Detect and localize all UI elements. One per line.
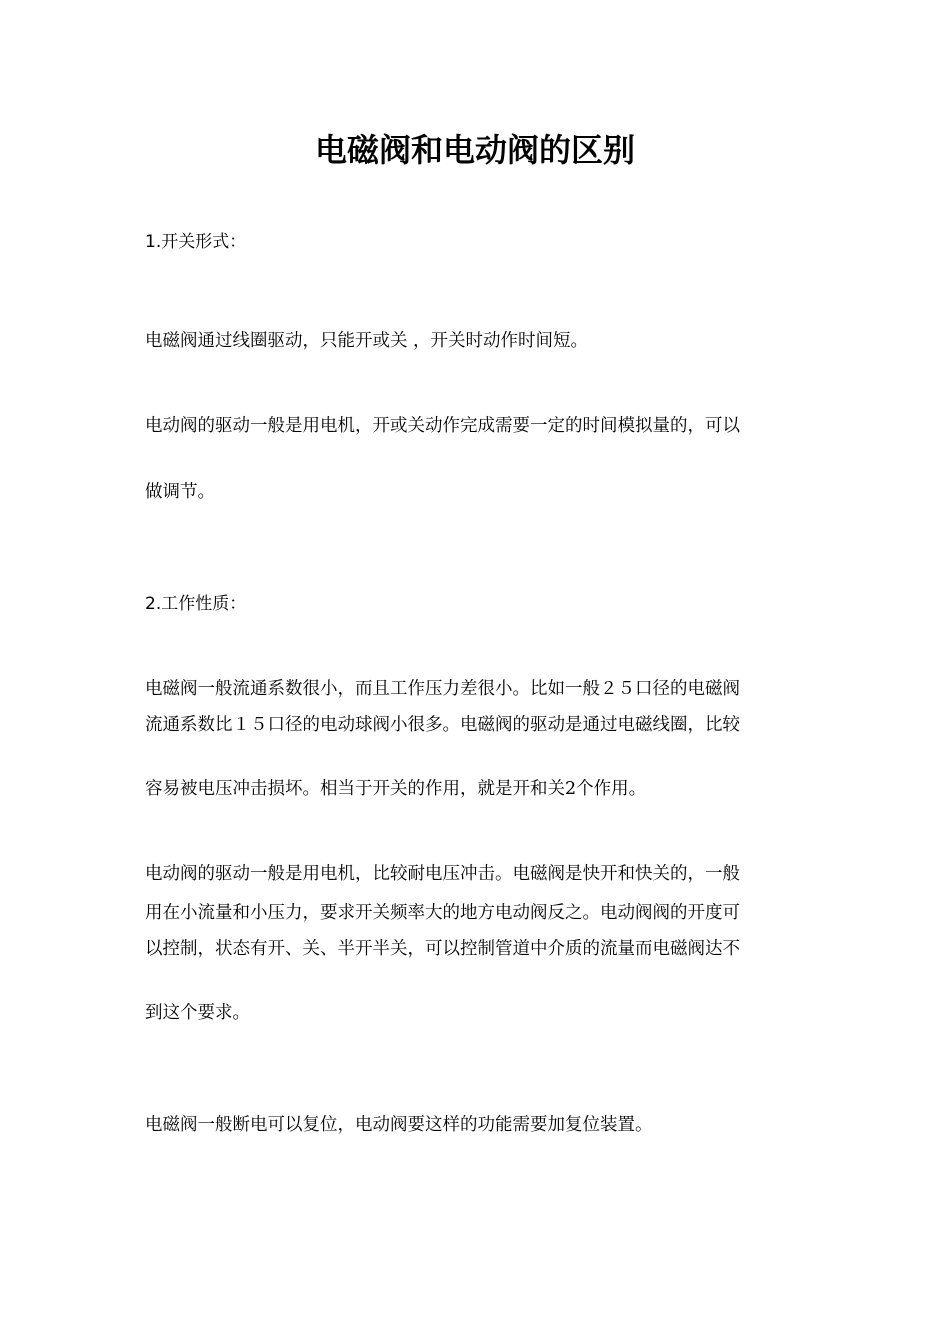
section-2-para-1-line-2: 流通系数比１５口径的电动球阀小很多。电磁阀的驱动是通过电磁线圈，比较 bbox=[145, 715, 740, 735]
section-2-para-2-line-1: 电动阀的驱动一般是用电机，比较耐电压冲击。电磁阀是快开和快关的，一般 bbox=[145, 864, 740, 884]
document-title: 电磁阀和电动阀的区别 bbox=[314, 131, 635, 169]
section-2-para-2-line-2: 用在小流量和小压力，要求开关频率大的地方电动阀反之。电动阀阀的开度可 bbox=[145, 903, 740, 923]
section-2-para-2-line-4: 到这个要求。 bbox=[145, 1003, 250, 1023]
section-2-para-2-line-3: 以控制，状态有开、关、半开半关，可以控制管道中介质的流量而电磁阀达不 bbox=[145, 939, 740, 959]
section-2-para-1-line-1: 电磁阀一般流通系数很小，而且工作压力差很小。比如一般２５口径的电磁阀 bbox=[145, 679, 740, 699]
section-2-para-3-line-1: 电磁阀一般断电可以复位，电动阀要这样的功能需要加复位装置。 bbox=[145, 1115, 653, 1135]
section-1-para-2-line-1: 电动阀的驱动一般是用电机，开或关动作完成需要一定的时间模拟量的，可以 bbox=[145, 416, 740, 436]
section-2-heading: 2.工作性质： bbox=[145, 594, 247, 614]
section-1-heading: 1.开关形式： bbox=[145, 232, 247, 252]
section-1-para-1-line-1: 电磁阀通过线圈驱动，只能开或关 ，开关时动作时间短。 bbox=[145, 331, 589, 351]
section-2-para-1-line-3: 容易被电压冲击损坏。相当于开关的作用，就是开和关2个作用。 bbox=[145, 779, 647, 799]
section-1-para-2-line-2: 做调节。 bbox=[145, 482, 215, 502]
